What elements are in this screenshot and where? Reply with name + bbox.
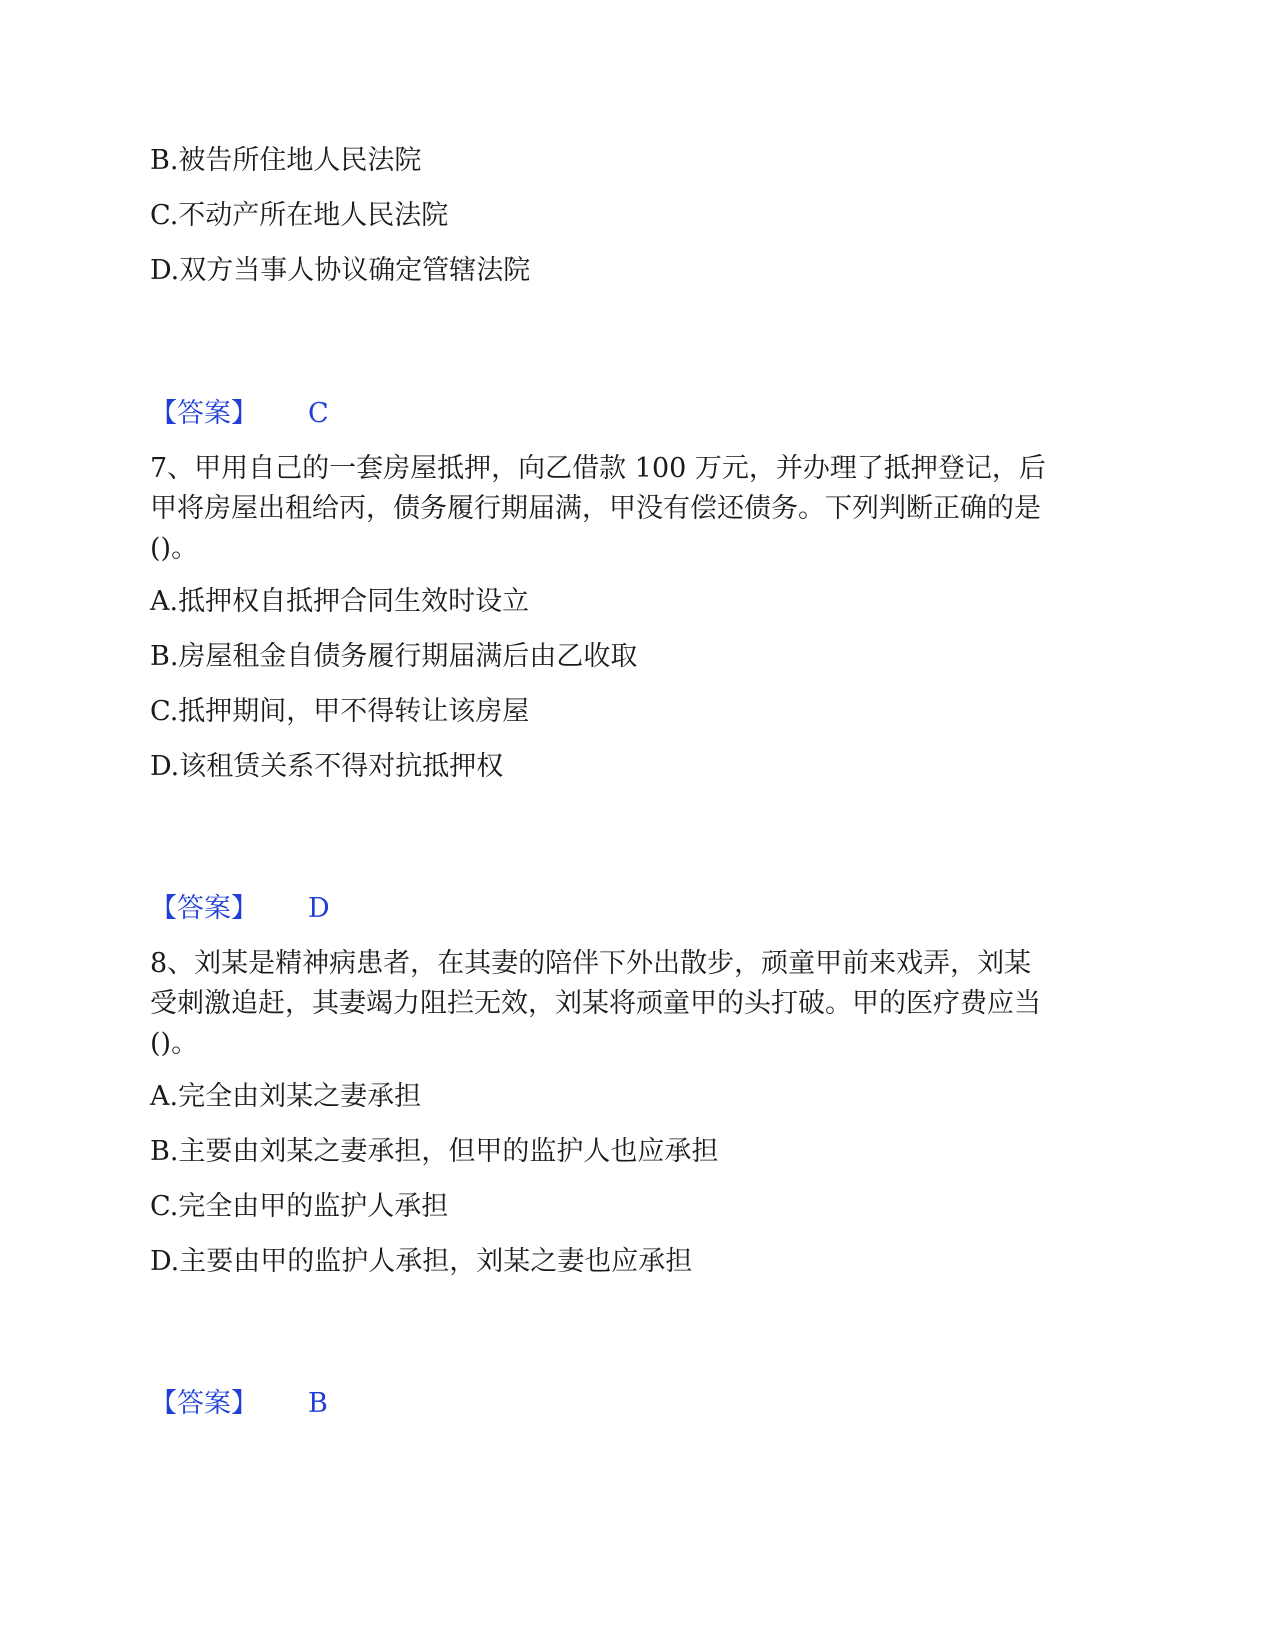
- answer-value: B: [308, 1388, 328, 1419]
- q7-option-c: C.抵押期间，甲不得转让该房屋: [150, 696, 530, 727]
- q7-option-d: D.该租赁关系不得对抗抵押权: [150, 751, 504, 782]
- q6-option-c: C.不动产所在地人民法院: [150, 200, 449, 231]
- answer-label: 【答案】: [150, 1388, 258, 1419]
- q6-answer: [150, 396, 329, 432]
- q7-stem-line-1: 7、甲用自己的一套房屋抵押，向乙借款 100 万元，并办理了抵押登记，后: [150, 453, 1046, 484]
- q8-option-c: C.完全由甲的监护人承担: [150, 1191, 449, 1222]
- q7-answer: [150, 891, 330, 927]
- q8-stem-line-3: ()。: [150, 1028, 199, 1059]
- answer-value: D: [308, 893, 330, 924]
- answer-label: 【答案】: [150, 398, 258, 429]
- q8-answer: [150, 1386, 328, 1422]
- q7-stem-line-2: 甲将房屋出租给丙，债务履行期届满，甲没有偿还债务。下列判断正确的是: [150, 493, 1041, 524]
- q6-option-b: B.被告所住地人民法院: [150, 145, 422, 176]
- q8-option-d: D.主要由甲的监护人承担，刘某之妻也应承担: [150, 1246, 693, 1277]
- q6-option-d: D.双方当事人协议确定管辖法院: [150, 255, 531, 286]
- q7-option-a: A.抵押权自抵押合同生效时设立: [150, 586, 530, 617]
- q8-stem-line-1: 8、刘某是精神病患者，在其妻的陪伴下外出散步，顽童甲前来戏弄，刘某: [150, 948, 1032, 979]
- q8-option-b: B.主要由刘某之妻承担，但甲的监护人也应承担: [150, 1136, 719, 1167]
- q8-option-a: A.完全由刘某之妻承担: [150, 1081, 422, 1112]
- q8-stem-line-2: 受刺激追赶，其妻竭力阻拦无效，刘某将顽童甲的头打破。甲的医疗费应当: [150, 988, 1041, 1019]
- answer-value: C: [308, 398, 329, 429]
- answer-label: 【答案】: [150, 893, 258, 924]
- q7-option-b: B.房屋租金自债务履行期届满后由乙收取: [150, 641, 638, 672]
- q7-stem-line-3: ()。: [150, 533, 199, 564]
